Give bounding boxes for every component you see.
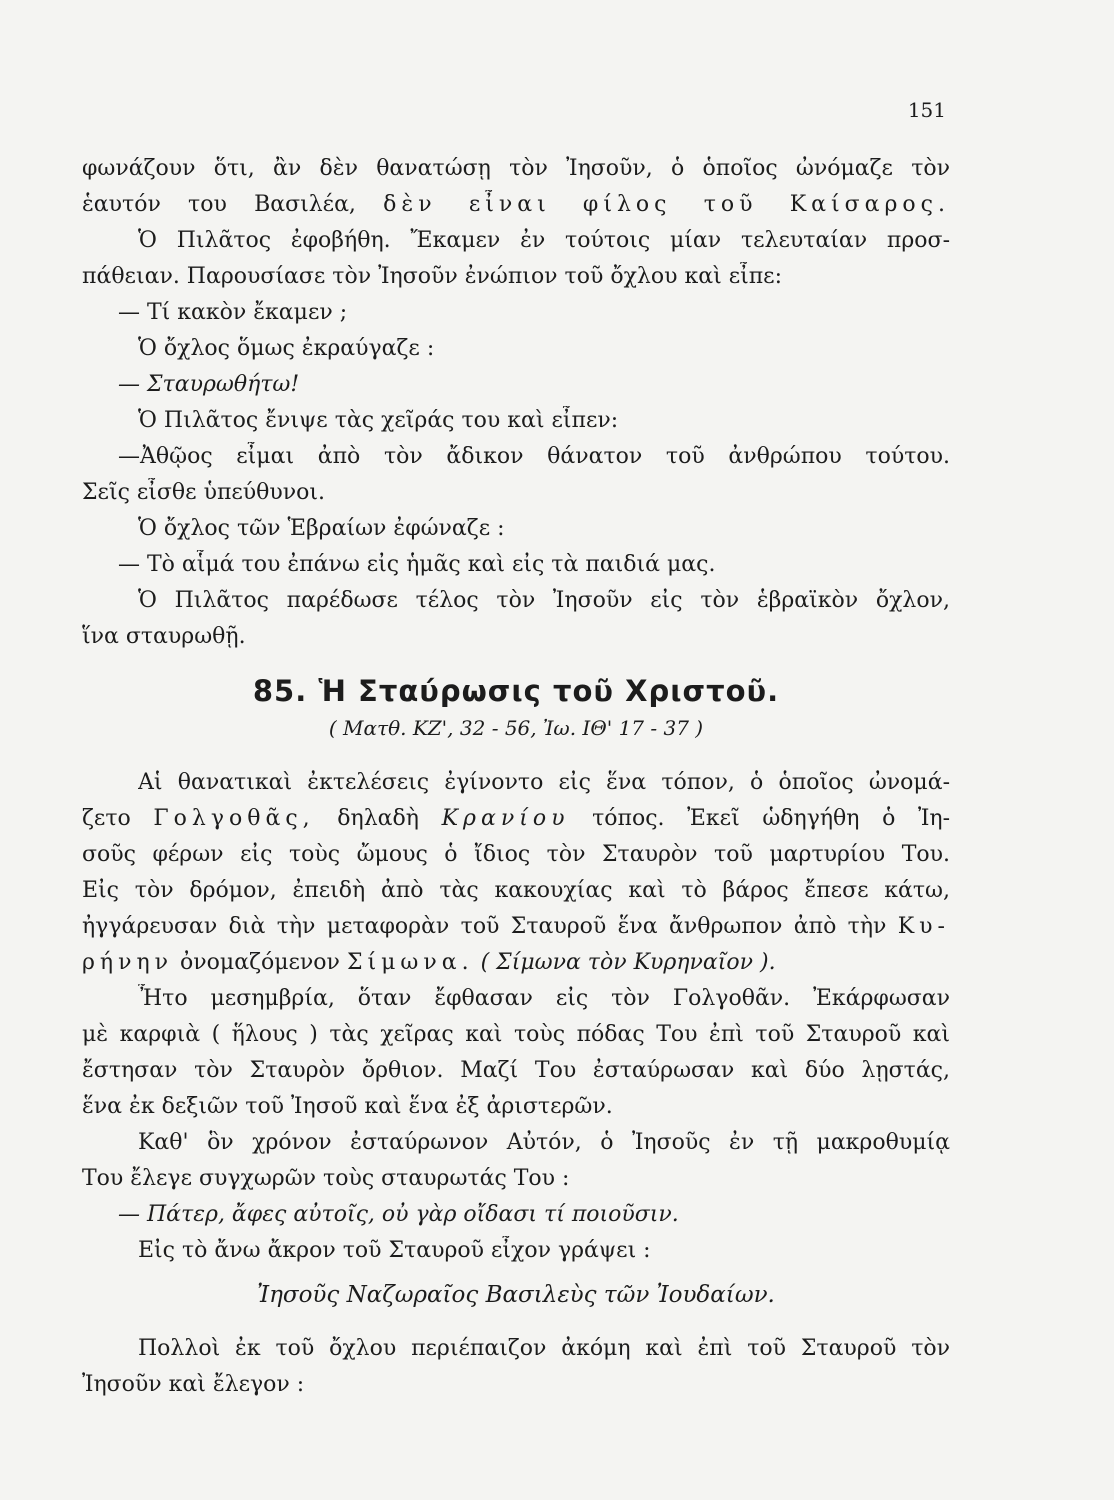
text-span: ( Σίμωνα τὸν Κυρηναῖον ). [480, 950, 776, 975]
place-name: ρήνην [82, 950, 174, 975]
text-line [82, 190, 950, 220]
text-span: ὀνομαζόμενον [180, 950, 340, 975]
emphasized-quote: δὲν εἶναι φίλος τοῦ Καίσαρος. [383, 192, 950, 217]
text-line: Εἰς τὸ ἄνω ἄκρον τοῦ Σταυροῦ εἶχον γράψει : [138, 1238, 651, 1263]
text-line: Ἦτο μεσημβρία, ὅταν ἔφθασαν εἰς τὸν Γολγοθᾶν. Ἐκάρφωσαν [138, 986, 950, 1011]
dialogue-line: — Τὸ αἷμά του ἐπάνω εἰς ἡμᾶς καὶ εἰς τὰ παιδιά μας. [118, 552, 716, 577]
text-line [82, 804, 950, 834]
cross-inscription: Ἰησοῦς Ναζωραῖος Βασιλεὺς τῶν Ἰουδαίων. [257, 1282, 775, 1308]
text-span: τόπος. Ἐκεῖ ὡδηγήθη ὁ Ἰη- [592, 806, 950, 831]
dialogue-line: — Σταυρωθήτω! [118, 372, 300, 397]
text-line [82, 948, 950, 978]
text-line: πάθειαν. Παρουσίασε τὸν Ἰησοῦν ἐνώπιον τοῦ ὄχλου καὶ εἶπε: [82, 264, 782, 289]
text-line: Ὁ ὄχλος τῶν Ἑβραίων ἐφώναζε : [138, 516, 505, 541]
text-line: Του ἔλεγε συγχωρῶν τοὺς σταυρωτάς Του : [82, 1166, 570, 1191]
page-number: 151 [907, 98, 946, 122]
text-line: φωνάζουν ὅτι, ἂν δὲν θανατώσῃ τὸν Ἰησοῦν, ὁ ὁποῖος ὠνόμαζε τὸν [82, 156, 950, 181]
text-line: Ἰησοῦν καὶ ἔλεγον : [82, 1372, 305, 1397]
text-line: Αἱ θανατικαὶ ἐκτελέσεις ἐγίνοντο εἰς ἕνα τόπον, ὁ ὁποῖος ὠνομά- [138, 770, 950, 795]
dialogue-line: —Ἀθῷος εἶμαι ἀπὸ τὸν ἄδικον θάνατον τοῦ ἀνθρώπου τούτου. [118, 444, 950, 469]
text-line: ἕνα ἐκ δεξιῶν τοῦ Ἰησοῦ καὶ ἕνα ἐξ ἀριστερῶν. [82, 1094, 613, 1119]
place-name: Γολγοθᾶς, [153, 806, 315, 831]
place-name: Κυ- [897, 914, 950, 939]
text-line: ἔστησαν τὸν Σταυρὸν ὄρθιον. Μαζί Του ἐσταύρωσαν καὶ δύο λῃστάς, [82, 1058, 950, 1083]
text-line [82, 912, 950, 942]
text-line: Πολλοὶ ἐκ τοῦ ὄχλου περιέπαιζον ἀκόμη καὶ ἐπὶ τοῦ Σταυροῦ τὸν [138, 1336, 950, 1361]
text-line: Σεῖς εἶσθε ὑπεύθυνοι. [82, 480, 326, 505]
text-line: Καθ' ὃν χρόνον ἐσταύρωνον Αὐτόν, ὁ Ἰησοῦς ἐν τῇ μακροθυμίᾳ [138, 1130, 950, 1155]
text-span: δηλαδὴ [337, 806, 419, 831]
text-line: μὲ καρφιὰ ( ἥλους ) τὰς χεῖρας καὶ τοὺς πόδας Του ἐπὶ τοῦ Σταυροῦ καὶ [82, 1022, 950, 1047]
scripture-reference: ( Ματθ. ΚΖ', 32 - 56, Ἰω. ΙΘ' 17 - 37 ) [328, 716, 704, 740]
text-line: Ὁ Πιλᾶτος παρέδωσε τέλος τὸν Ἰησοῦν εἰς τὸν ἑβραϊκὸν ὄχλον, [138, 588, 950, 613]
dialogue-line: — Τί κακὸν ἔκαμεν ; [118, 300, 348, 325]
text-span: ζετο [82, 806, 131, 831]
text-line: Ὁ Πιλᾶτος ἔνιψε τὰς χεῖράς του καὶ εἶπεν: [138, 408, 619, 433]
text-line: Ὁ Πιλᾶτος ἐφοβήθη. Ἔκαμεν ἐν τούτοις μίαν τελευταίαν προσ- [138, 228, 950, 253]
section-heading: 85. Ἡ Σταύρωσις τοῦ Χριστοῦ. [252, 674, 780, 708]
place-name: Κρανίου [441, 806, 570, 831]
text-span: ἠγγάρευσαν διὰ τὴν μεταφορὰν τοῦ Σταυροῦ ἕνα ἄνθρωπον ἀπὸ τὴν [82, 914, 887, 939]
text-line: ἵνα σταυρωθῇ. [82, 624, 246, 649]
text-span: ἑαυτόν του Βασιλέα, [82, 192, 356, 217]
text-line: σοῦς φέρων εἰς τοὺς ὤμους ὁ ἴδιος τὸν Σταυρὸν τοῦ μαρτυρίου Του. [82, 842, 950, 867]
text-line: Ὁ ὄχλος ὅμως ἐκραύγαζε : [138, 336, 435, 361]
dialogue-line: — Πάτερ, ἄφες αὐτοῖς, οὐ γὰρ οἴδασι τί ποιοῦσιν. [118, 1202, 679, 1227]
person-name: Σίμωνα. [346, 950, 474, 975]
text-line: Εἰς τὸν δρόμον, ἐπειδὴ ἀπὸ τὰς κακουχίας καὶ τὸ βάρος ἔπεσε κάτω, [82, 878, 950, 903]
